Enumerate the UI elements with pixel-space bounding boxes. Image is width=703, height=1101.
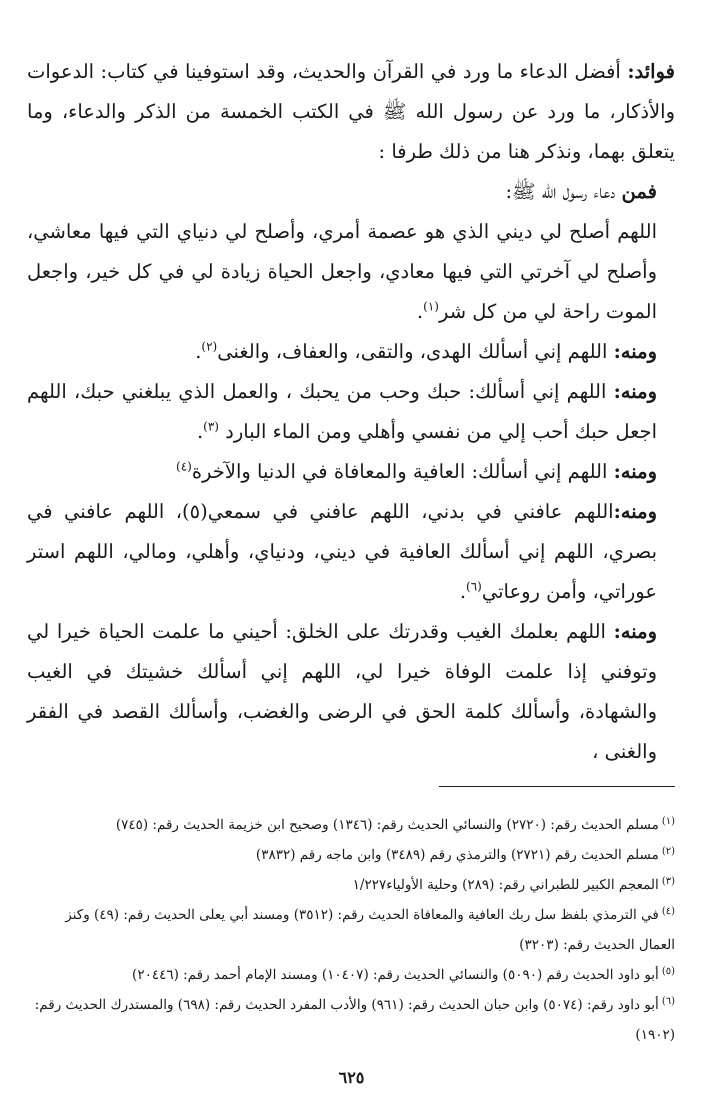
footnotes <box>27 810 675 1050</box>
footnote-number: (٢) <box>661 845 675 857</box>
footnote-text: مسلم الحديث رقم (٢٧٢١) والترمذي رقم (٣٤٨٩) وابن ماجه رقم (٣٨٣٢) <box>255 847 659 863</box>
paragraph-text: اللهم عافني في بدني، اللهم عافني في سمعي(٥)، اللهم عافني في بصري، اللهم إني أسألك العافية في ديني، ودنياي، وأهلي، ومالي، اللهم استر عوراتي، وأمن روعاتي <box>27 500 657 603</box>
footnote <box>27 900 675 960</box>
paragraph-lead: فمن <box>621 180 657 203</box>
paragraph-dua-2: ومنه: اللهم إني أسألك الهدى، والتقى، والعفاف، والغنى$^{(٢)}$. <box>195 339 657 363</box>
paragraph-text: اللهم إني أسألك: العافية والمعافاة في الدنيا والآخرة <box>191 460 614 483</box>
paragraph-text: أفضل الدعاء ما ورد في القرآن والحديث، وقد استوفينا في كتاب: الدعوات والأذكار، ما ورد عن رسول الله ﷺ في الكتب الخمسة من الذكر والدعاء، وما يتعلق بهما، ونذكر هنا من ذلك طرفا : <box>27 60 675 163</box>
paragraph-dua-1: اللهم أصلح لي ديني الذي هو عصمة أمري، وأصلح لي دنياي التي فيها معاشي، وأصلح لي آخرتي التي فيها معادي، واجعل الحياة زيادة لي في كل خير، واجعل الموت راحة لي من كل شر$^{(١)}$. <box>27 220 657 323</box>
footnote-text: في الترمذي بلفظ سل ربك العافية والمعافاة الحديث رقم: (٣٥١٢) ومسند أبي يعلى الحديث رقم: (٤٩) وكنز العمال الحديث رقم: (٣٢٠٣) <box>65 907 675 953</box>
paragraph-benefits <box>27 52 675 172</box>
footnote-ref: (١) <box>423 299 439 314</box>
footnote-ref: (٦) <box>466 579 482 594</box>
paragraph-text: اللهم أصلح لي ديني الذي هو عصمة أمري، وأصلح لي دنياي التي فيها معاشي، وأصلح لي آخرتي التي فيها معادي، واجعل الحياة زيادة لي في كل خير، واجعل الموت راحة لي من كل شر <box>27 220 657 323</box>
footnote-text: مسلم الحديث رقم: (٢٧٢٠) والنسائي الحديث رقم: (١٣٤٦) وصحيح ابن خزيمة الحديث رقم: (٧٤٥) <box>115 817 659 833</box>
paragraph-lead: ومنه: <box>613 460 657 483</box>
paragraph-text: اللهم بعلمك الغيب وقدرتك على الخلق: أحيني ما علمت الحياة خيرا لي وتوفني إذا علمت الوفاة خيرا لي، اللهم إني أسألك خشيتك في الغيب والشهادة، وأسألك كلمة الحق في الرضى والغضب، وأسألك القصد في الفقر والغنى ، <box>27 620 657 763</box>
footnote-number: (١) <box>661 815 675 827</box>
main-text <box>27 52 675 772</box>
paragraph-dua-3: ومنه: اللهم إني أسألك: حبك وحب من يحبك ، والعمل الذي يبلغني حبك، اللهم اجعل حبك أحب إلي من نفسي وأهلي ومن الماء البارد $^{(٣)}$. <box>27 380 657 443</box>
footnote <box>27 810 675 840</box>
footnote-text: أبو داود رقم: (٥٠٧٤) وابن حبان الحديث رقم: (٩٦١) والأدب المفرد الحديث رقم: (٦٩٨) والمستدرك الحديث رقم: (١٩٠٢) <box>34 997 675 1043</box>
paragraph-prophet-dua-heading <box>27 172 675 212</box>
paragraph-text: دعاء رسول الله ﷺ: <box>505 180 622 203</box>
footnote-number: (٤) <box>661 905 675 917</box>
paragraph-lead: ومنه: <box>613 380 657 403</box>
paragraph-text: اللهم إني أسألك الهدى، والتقى، والعفاف، والغنى <box>217 340 614 363</box>
footnote-ref: (٤) <box>176 459 192 474</box>
footnote-separator <box>439 786 675 787</box>
footnote-number: (٣) <box>661 875 675 887</box>
footnote <box>27 870 675 900</box>
paragraph-lead: ومنه: <box>613 500 657 523</box>
footnote-ref: (٢) <box>201 339 218 354</box>
footnote-number: (٥) <box>661 965 675 977</box>
footnote-text: المعجم الكبير للطبراني رقم: (٢٨٩) وحلية الأولياء١/٢٢٧ <box>352 877 659 893</box>
paragraph-lead: ومنه: <box>613 340 657 363</box>
paragraph-dua-4 <box>27 452 675 492</box>
paragraph-text: اللهم إني أسألك: حبك وحب من يحبك ، والعمل الذي يبلغني حبك، اللهم اجعل حبك أحب إلي من نفسي وأهلي ومن الماء البارد <box>27 380 657 443</box>
footnote-ref: (٣) <box>203 419 219 434</box>
page-number: ٦٢٥ <box>338 1068 365 1087</box>
footnote-text: أبو داود الحديث رقم (٥٠٩٠) والنسائي الحديث رقم: (١٠٤٠٧) ومسند الإمام أحمد رقم: (٢٠٤٤٦) <box>132 967 659 983</box>
footnote-number: (٦) <box>661 995 675 1007</box>
paragraph-dua-6 <box>27 612 675 772</box>
footnote <box>27 840 675 870</box>
paragraph-lead: ومنه: <box>613 620 657 643</box>
paragraph-dua-5: ومنه:اللهم عافني في بدني، اللهم عافني في سمعي(٥)، اللهم عافني في بصري، اللهم إني أسألك العافية في ديني، ودنياي، وأهلي، ومالي، اللهم استر عوراتي، وأمن روعاتي$^{(٦)}$. <box>27 500 657 603</box>
paragraph-lead: فوائد: <box>627 60 675 83</box>
footnote <box>27 990 675 1050</box>
footnote <box>27 960 675 990</box>
